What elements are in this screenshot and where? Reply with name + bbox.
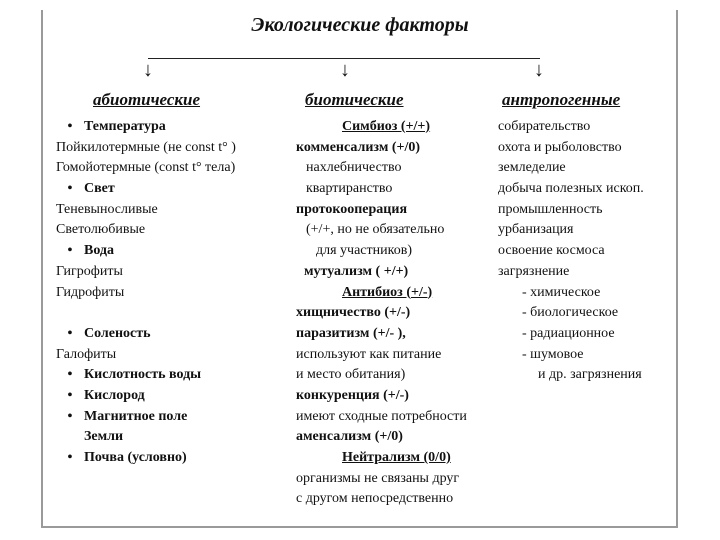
list-item <box>56 303 236 324</box>
list-item <box>56 117 236 138</box>
column-abiotic <box>56 117 236 469</box>
column-biotic <box>296 117 467 510</box>
list-item-label: Свет <box>84 181 115 197</box>
list-item-label: Гигрофиты <box>56 263 123 279</box>
list-item <box>56 138 236 159</box>
list-item <box>56 448 236 469</box>
list-item-label: протокооперация <box>296 201 408 217</box>
list-item-label: Светолюбивые <box>56 222 146 238</box>
list-item-label: добыча полезных ископ. <box>498 181 644 197</box>
list-item <box>56 427 236 448</box>
list-item <box>296 262 467 283</box>
list-item <box>296 179 467 200</box>
frame-left-border <box>41 10 43 528</box>
list-item-label: с другом непосредственно <box>296 491 454 507</box>
list-item <box>296 469 467 490</box>
list-item-label: квартиранство <box>306 181 393 197</box>
frame-bottom-border <box>41 526 678 528</box>
list-item-label: для участников) <box>316 243 412 259</box>
list-item-label: хищничество (+/-) <box>296 305 411 321</box>
list-item <box>296 427 467 448</box>
arrow-down-icon: ↓ <box>534 59 544 81</box>
list-item-label: промышленность <box>498 201 603 217</box>
list-item-label: Магнитное поле <box>84 408 188 424</box>
column-anthropogenic <box>498 117 644 386</box>
list-item-label: Соленость <box>84 325 151 341</box>
list-item <box>296 448 467 469</box>
list-item-label: (+/+, но не обязательно <box>306 222 445 238</box>
list-item-label: собирательство <box>498 119 591 134</box>
list-item <box>56 262 236 283</box>
list-item-label: организмы не связаны друг <box>296 470 460 486</box>
list-item-label: мутуализм ( +/+) <box>304 263 409 279</box>
bullet-icon: • <box>67 408 73 424</box>
frame-right-border <box>676 10 678 528</box>
list-item-label: паразитизм (+/- ), <box>296 325 406 341</box>
list-item <box>498 179 644 200</box>
list-item <box>296 241 467 262</box>
list-item-label: конкуренция (+/-) <box>296 387 409 403</box>
list-item <box>56 283 236 304</box>
list-item-label: комменсализм (+/0) <box>296 139 421 155</box>
list-item <box>296 407 467 428</box>
arrow-down-icon: ↓ <box>143 59 153 81</box>
list-item-label: - шумовое <box>522 346 584 362</box>
bullet-icon: • <box>67 450 73 465</box>
list-item <box>498 138 644 159</box>
list-item <box>296 386 467 407</box>
list-item <box>296 220 467 241</box>
list-item <box>498 158 644 179</box>
list-item-label: Пойкилотермные (не const t° ) <box>56 139 236 155</box>
list-item-label: Кислород <box>84 387 145 403</box>
list-item-label: Вода <box>84 243 115 259</box>
bullet-icon: • <box>67 387 73 403</box>
list-item <box>56 345 236 366</box>
list-item <box>296 303 467 324</box>
list-item <box>56 179 236 200</box>
list-item-label: загрязнение <box>498 263 570 279</box>
list-item-label: - радиационное <box>522 325 615 341</box>
list-item-label: урбанизация <box>498 222 574 238</box>
list-item <box>498 200 644 221</box>
list-item <box>296 324 467 345</box>
arrow-down-icon: ↓ <box>340 59 350 81</box>
list-item-label: Теневыносливые <box>56 201 158 217</box>
list-item <box>498 262 644 283</box>
list-item <box>296 489 467 510</box>
bullet-icon: • <box>67 181 73 197</box>
list-item-label: имеют сходные потребности <box>296 408 467 424</box>
list-item <box>498 303 644 324</box>
list-item-label: и место обитания) <box>296 367 406 383</box>
list-item-label: Температура <box>84 119 166 134</box>
list-item-label: земледелие <box>498 160 566 176</box>
list-item <box>296 117 467 138</box>
list-item <box>56 365 236 386</box>
list-item-label: Кислотность воды <box>84 367 202 383</box>
bullet-icon: • <box>67 325 73 341</box>
list-item-label: Симбиоз (+/+) <box>342 119 431 134</box>
list-item-label: Нейтрализм (0/0) <box>342 450 451 465</box>
bullet-icon: • <box>67 243 73 259</box>
list-item <box>56 200 236 221</box>
list-item-label: Галофиты <box>56 346 117 362</box>
list-item <box>498 345 644 366</box>
bullet-icon: • <box>67 367 73 383</box>
list-item <box>56 324 236 345</box>
list-item <box>498 220 644 241</box>
list-item <box>296 365 467 386</box>
list-item <box>296 158 467 179</box>
list-item-label: охота и рыболовство <box>498 139 622 155</box>
list-item <box>296 200 467 221</box>
bullet-icon: • <box>67 119 73 134</box>
heading-biotic: биотические <box>305 90 404 109</box>
list-item <box>56 158 236 179</box>
page-title: Экологические факторы <box>251 14 469 36</box>
list-item-label: аменсализм (+/0) <box>296 429 403 445</box>
list-item <box>498 283 644 304</box>
list-item-label: и др. загрязнения <box>538 367 642 383</box>
heading-anthropogenic: антропогенные <box>502 90 621 109</box>
list-item-label: Гомойотермные (const t° тела) <box>56 160 236 176</box>
list-item <box>498 365 644 386</box>
list-item-label: Земли <box>84 429 124 445</box>
list-item-label: - химическое <box>522 284 601 300</box>
list-item <box>498 117 644 138</box>
list-item <box>296 283 467 304</box>
list-item <box>498 324 644 345</box>
list-item-label: - биологическое <box>522 305 619 321</box>
list-item <box>56 386 236 407</box>
heading-abiotic: абиотические <box>93 90 201 109</box>
list-item <box>56 241 236 262</box>
list-item <box>296 345 467 366</box>
list-item-label: используют как питание <box>296 346 442 362</box>
list-item <box>56 407 236 428</box>
list-item <box>498 241 644 262</box>
list-item-label: освоение космоса <box>498 243 605 259</box>
list-item-label: нахлебничество <box>306 160 402 176</box>
list-item-label: Антибиоз (+/-) <box>342 284 433 300</box>
list-item <box>296 138 467 159</box>
list-item <box>56 220 236 241</box>
list-item-label: Почва (условно) <box>84 450 187 465</box>
list-item-label: Гидрофиты <box>56 284 125 300</box>
